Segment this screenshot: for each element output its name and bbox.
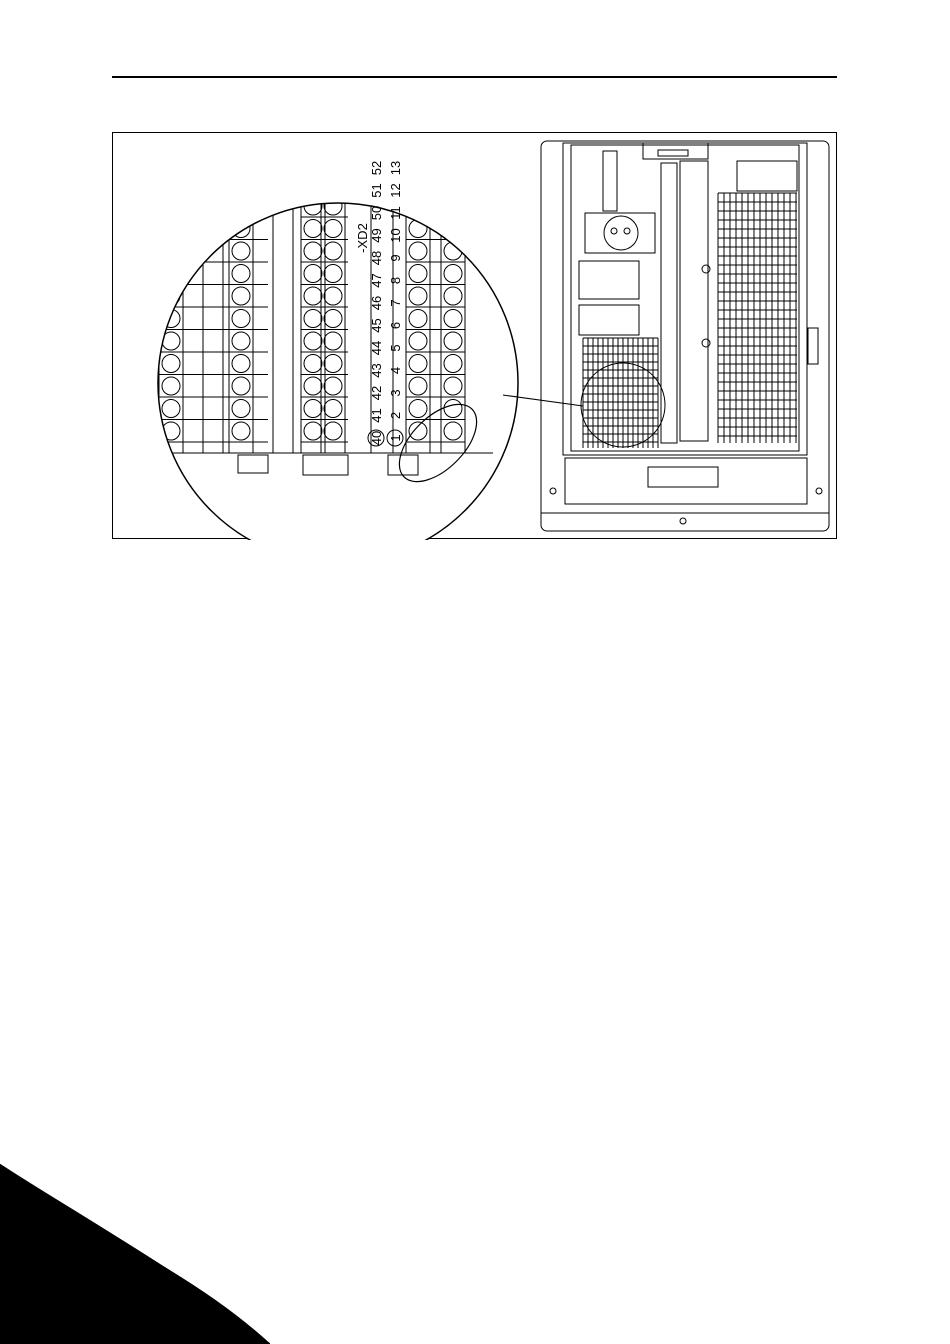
terminal-number-bottom: 6 bbox=[388, 321, 403, 330]
terminal-number-top: 46 bbox=[369, 295, 384, 311]
terminal-number-top: 51 bbox=[369, 183, 384, 198]
terminal-number-bottom: 5 bbox=[388, 344, 403, 352]
header-rule bbox=[112, 76, 837, 78]
terminal-number-bottom: 2 bbox=[388, 411, 403, 420]
terminal-number-bottom: 3 bbox=[388, 389, 403, 397]
terminal-number-top: 45 bbox=[369, 318, 384, 333]
terminal-number-bottom: 8 bbox=[388, 276, 403, 285]
terminal-number-top: 52 bbox=[369, 160, 384, 176]
terminal-number-top: 50 bbox=[369, 205, 384, 221]
terminal-diagram-figure bbox=[112, 132, 837, 539]
terminal-number-top: 42 bbox=[369, 385, 384, 401]
terminal-number-top: 40 bbox=[369, 430, 384, 446]
terminal-number-bottom: 4 bbox=[388, 366, 403, 375]
terminal-number-bottom: 13 bbox=[388, 160, 403, 176]
cabinet-overview bbox=[541, 141, 829, 531]
magnified-detail bbox=[158, 143, 518, 540]
terminal-number-top: 47 bbox=[369, 273, 384, 288]
terminal-number-top: 43 bbox=[369, 363, 384, 378]
terminal-number-bottom: 12 bbox=[388, 183, 403, 198]
terminal-block-label: -XD2 bbox=[355, 223, 370, 253]
terminal-number-top: 44 bbox=[369, 340, 384, 356]
terminal-number-top: 48 bbox=[369, 250, 384, 266]
page-corner-graphic bbox=[0, 1164, 270, 1344]
terminal-number-bottom: 7 bbox=[388, 299, 403, 307]
terminal-number-bottom: 11 bbox=[388, 206, 403, 220]
terminal-number-bottom: 10 bbox=[388, 228, 403, 243]
terminal-number-bottom: 1 bbox=[388, 434, 403, 442]
cabinet-drawing bbox=[113, 133, 838, 540]
terminal-number-top: 41 bbox=[369, 408, 384, 423]
terminal-number-bottom: 9 bbox=[388, 254, 403, 262]
terminal-number-top: 49 bbox=[369, 228, 384, 243]
